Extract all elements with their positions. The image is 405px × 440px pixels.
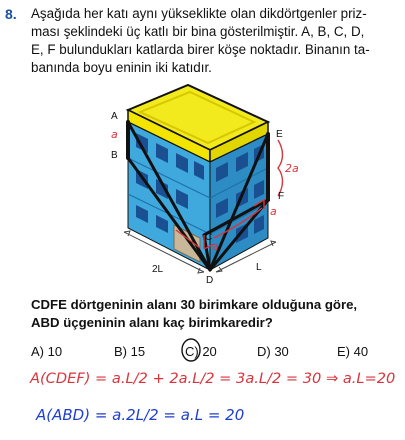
question-line: E, F bulundukları katlarda birer köşe noktadır. Binanın ta- xyxy=(31,42,370,57)
dimension-label-width: L xyxy=(256,262,262,273)
choice-e[interactable]: E) 40 xyxy=(337,344,369,359)
point-label-d: D xyxy=(206,275,214,286)
mark-fc: a xyxy=(270,205,277,218)
point-label-e: E xyxy=(276,129,283,140)
handwriting-line-1: A(CDEF) = a.L/2 + 2a.L/2 = 3a.L/2 = 30 ⇒ a.L=20 xyxy=(30,370,396,387)
ask-line: CDFE dörtgeninin alanı 30 birimkare olduğuna göre, xyxy=(31,297,358,312)
choice-d[interactable]: D) 30 xyxy=(257,344,289,359)
point-label-c: C xyxy=(205,232,213,243)
question-line: Aşağıda her katı aynı yükseklikte olan dikdörtgenler priz- xyxy=(31,6,367,21)
dimension-label-length: 2L xyxy=(152,264,164,275)
question-line: banında boyu eninin iki katıdır. xyxy=(31,60,212,75)
point-label-a: A xyxy=(111,111,118,122)
handwriting-line-2: A(ABD) = a.2L/2 = a.L = 20 xyxy=(36,406,245,424)
choice-b[interactable]: B) 15 xyxy=(114,344,146,359)
choice-a[interactable]: A) 10 xyxy=(31,344,63,359)
question-line: ması şeklindeki üç katlı bir bina gösterilmiştir. A, B, C, D, xyxy=(31,24,365,39)
ask-line: ABD üçgeninin alanı kaç birimkaredir? xyxy=(31,315,273,330)
mark-c-corner: a xyxy=(212,240,219,253)
choice-c-circle xyxy=(182,339,200,361)
point-label-b: B xyxy=(111,150,118,161)
mark-ef: 2a xyxy=(285,162,299,175)
mark-ab: a xyxy=(111,128,118,141)
point-label-f: F xyxy=(278,191,285,202)
choice-c[interactable]: C) 20 xyxy=(185,344,217,359)
question-number: 8. xyxy=(5,6,17,22)
